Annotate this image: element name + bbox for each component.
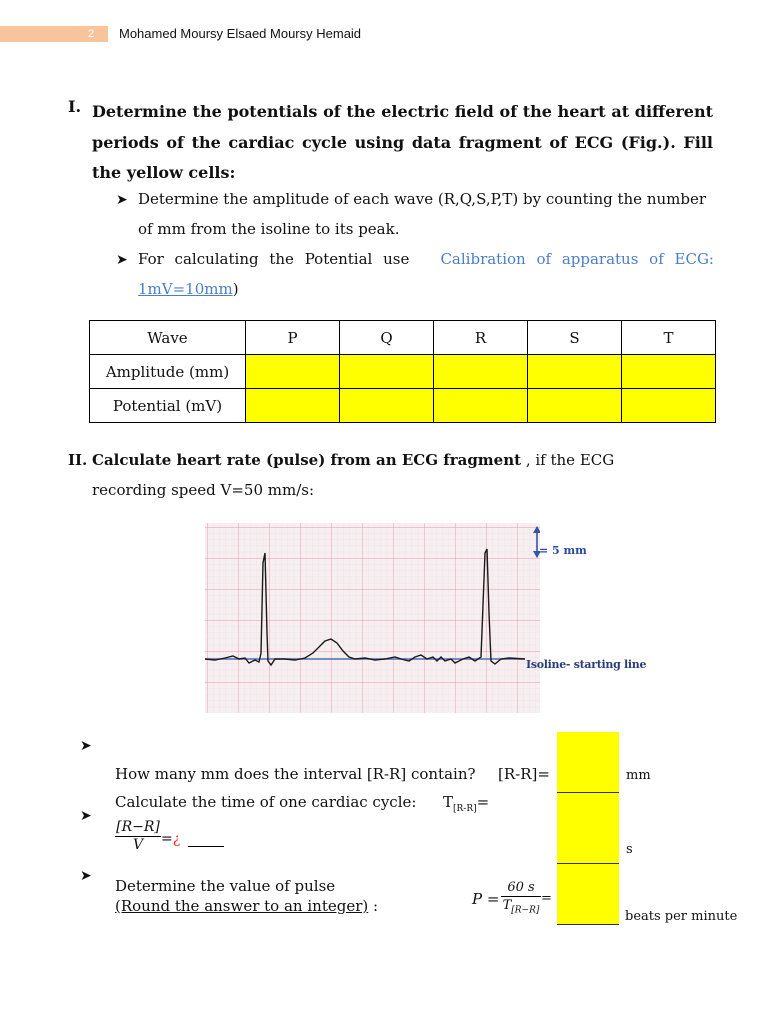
table-header: Q (340, 321, 434, 355)
pulse-answer-box[interactable] (557, 864, 619, 924)
q1-unit: mm (626, 768, 651, 783)
q3-p-label: P = (472, 890, 500, 908)
scale-label: = 5 mm (539, 544, 587, 557)
q3-fraction (501, 880, 541, 920)
section2-title-rest: , if the ECG recording speed V=50 mm/s: (92, 451, 615, 499)
q2-text: Calculate the time of one cardiac cycle: (115, 793, 417, 811)
table-header: Wave (90, 321, 246, 355)
rr-answer-box[interactable] (557, 732, 619, 792)
divider (557, 924, 619, 925)
q2-frac-num: [R−R] (116, 819, 160, 835)
q3-frac-num: 60 s (507, 880, 535, 895)
q2-label: $T_{[R-R]}=$ (443, 793, 490, 814)
q3-text2: (Round the answer to an integer) : (115, 897, 379, 915)
calibration-value-link[interactable]: 1mV=10mm (138, 280, 233, 298)
section1-number: I. (68, 97, 82, 116)
q2-unit: s (626, 842, 633, 857)
section1-title: Determine the potentials of the electric field of the heart at different periods of the cardiac cycle using data fragment of ECG (Fig.). Fill the yellow cells: (92, 102, 713, 182)
q2-answer-line[interactable] (188, 846, 224, 847)
table-header: T (622, 321, 716, 355)
q1-label: [R-R]= (498, 765, 550, 783)
bullet2-prefix: For calculating the Potential use (138, 250, 410, 268)
amplitude-r-cell[interactable] (434, 355, 528, 389)
header-author: Mohamed Moursy Elsaed Moursy Hemaid (119, 26, 362, 41)
arrow-bullet-icon: ➤ (80, 738, 92, 754)
arrow-bullet-icon: ➤ (80, 808, 92, 824)
table-header: P (246, 321, 340, 355)
bullet2-suffix: ) (232, 280, 239, 298)
section2-title (92, 445, 692, 505)
q2-frac-eq: =¿ (161, 831, 181, 847)
row-label: Potential (mV) (90, 389, 246, 423)
amplitude-t-cell[interactable] (622, 355, 716, 389)
q2-frac-den: V (115, 836, 161, 853)
section1-bullet2 (138, 244, 714, 304)
isoline-label: Isoline- starting line (526, 658, 647, 671)
row-label: Amplitude (mm) (90, 355, 246, 389)
section2-number: II. (68, 451, 88, 469)
amplitude-table (89, 320, 716, 423)
arrow-bullet-icon: ➤ (116, 252, 128, 268)
q1-text: How many mm does the interval [R-R] contain? (115, 765, 476, 783)
potential-p-cell[interactable] (246, 389, 340, 423)
amplitude-s-cell[interactable] (528, 355, 622, 389)
q3-unit: beats per minute (625, 909, 738, 924)
q2-fraction (115, 818, 161, 853)
page-number: 2 (88, 28, 95, 40)
table-header: S (528, 321, 622, 355)
q3-eq: = (541, 891, 552, 906)
table-header-row (90, 321, 716, 355)
q3-frac-den: $T_{[R-R]}$ (501, 896, 541, 920)
section1-bullet1: Determine the amplitude of each wave (R,Q,S,P,T) by counting the number of mm from the isoline to its peak. (138, 190, 707, 238)
calibration-link[interactable]: Calibration of apparatus of ECG: (440, 250, 714, 268)
amplitude-p-cell[interactable] (246, 355, 340, 389)
potential-s-cell[interactable] (528, 389, 622, 423)
ecg-figure (205, 523, 540, 713)
table-row (90, 355, 716, 389)
potential-t-cell[interactable] (622, 389, 716, 423)
table-row (90, 389, 716, 423)
table-header: R (434, 321, 528, 355)
potential-q-cell[interactable] (340, 389, 434, 423)
section2-title-bold: Calculate heart rate (pulse) from an ECG fragment (92, 451, 522, 469)
arrow-bullet-icon: ➤ (80, 868, 92, 884)
amplitude-q-cell[interactable] (340, 355, 434, 389)
potential-r-cell[interactable] (434, 389, 528, 423)
time-answer-box[interactable] (557, 793, 619, 863)
q3-text1: Determine the value of pulse (115, 877, 336, 895)
arrow-bullet-icon: ➤ (116, 192, 128, 208)
